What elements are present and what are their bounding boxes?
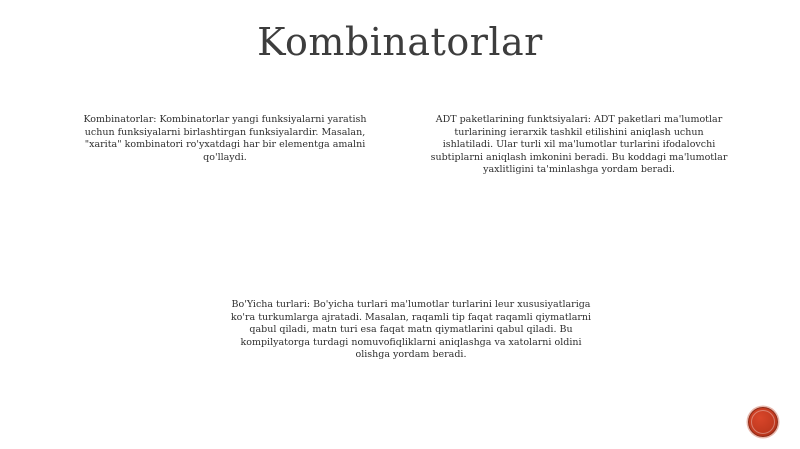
slide-nav-button[interactable] [748, 407, 778, 437]
text-block-type-categories: Bo'Yicha turlari: Bo'yicha turlari ma'lumotlar turlarini leur xususiyatlariga ko'ra turkumlarga ajratadi. Masalan, raqamli tip faqat raqamli qiymatlarni qabul qiladi, matn turi esa faqat matn qiymatlarini qabul qiladi. Bu kompilyatorga turdagi nomuvofiqliklarni aniqlashga va xatolarni oldini olishga yordam beradi. [230, 299, 592, 360]
text-block-combinators: Kombinatorlar: Kombinatorlar yangi funksiyalarni yaratish uchun funksiyalarni birlashtirgan funksiyalardir. Masalan, "xarita" kombinatori ro'yxatdagi har bir elementga amalni qo'llaydi. [83, 114, 367, 163]
slide-title: Kombinatorlar [257, 20, 543, 64]
circle-nav-icon [751, 410, 775, 434]
text-block-adt-packages: ADT paketlarining funktsiyalari: ADT paketlari ma'lumotlar turlarining ierarxik tashkil etilishini aniqlash uchun ishlatiladi. Ular turli xil ma'lumotlar turlarini ifodalovchi subtiplarni aniqlash imkonini beradi. Bu koddagi ma'lumotlar yaxlitligini ta'minlashga yordam beradi. [430, 114, 728, 175]
